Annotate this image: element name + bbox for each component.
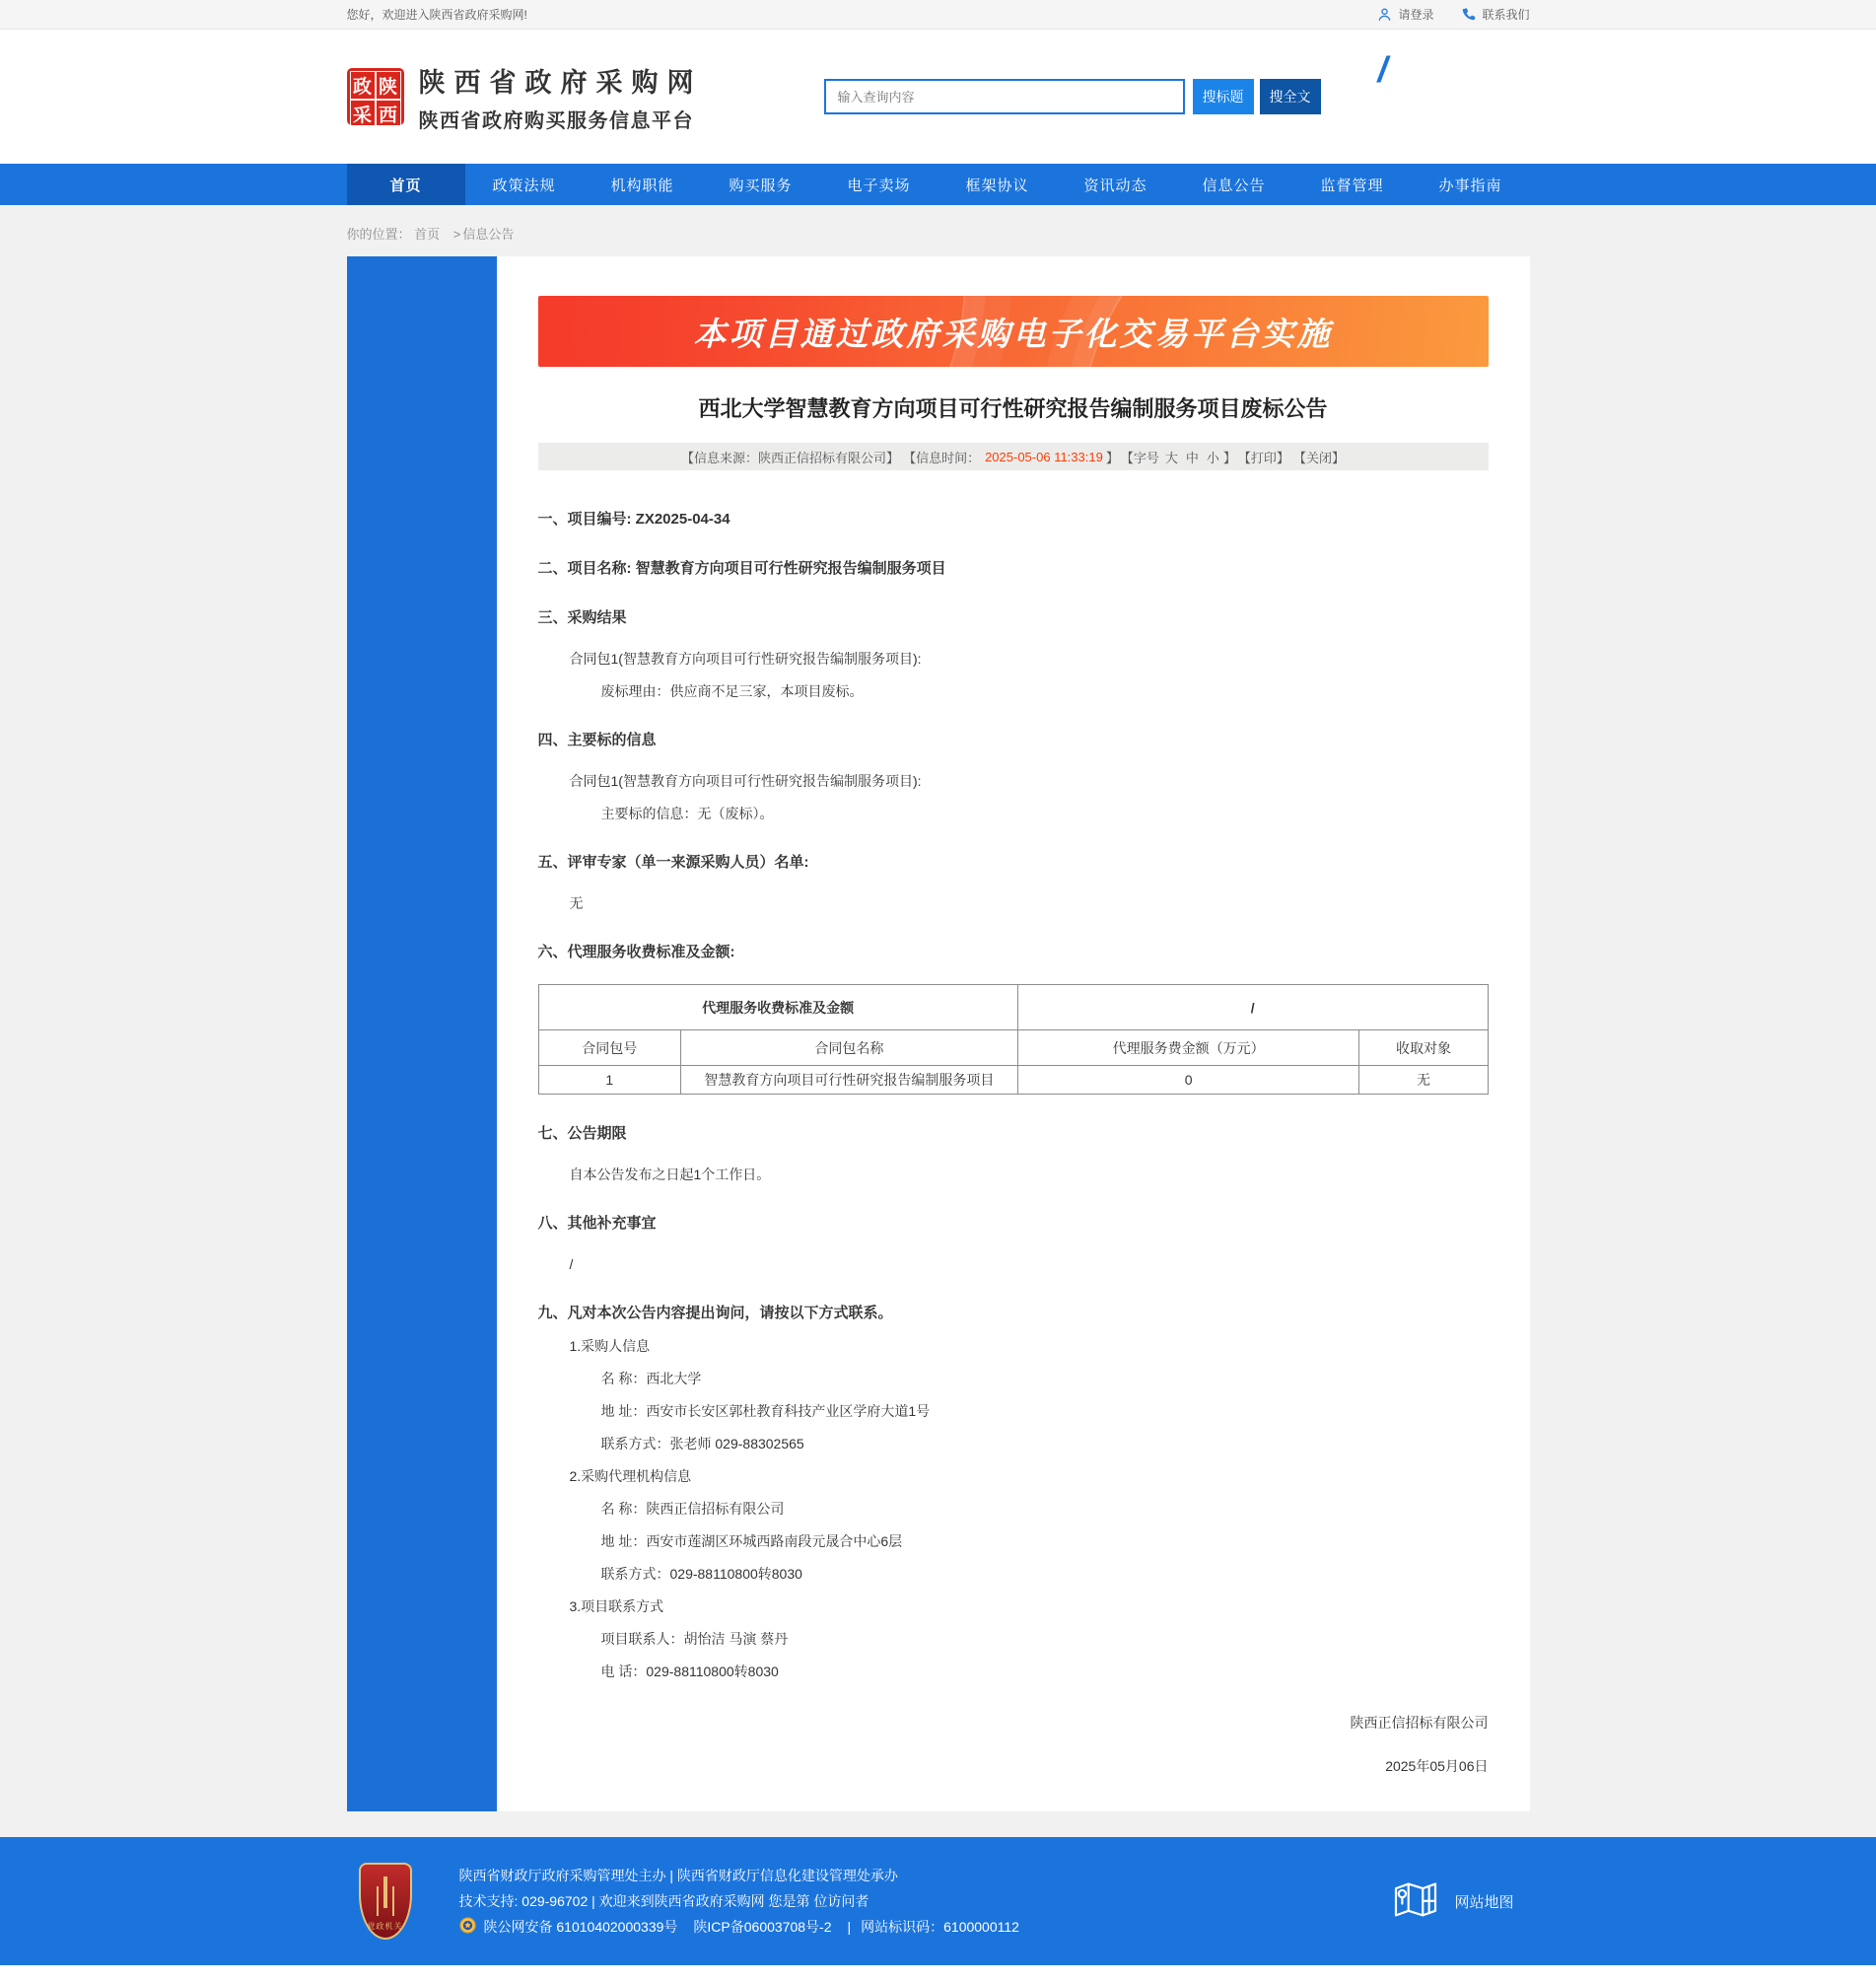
- font-size-medium-button[interactable]: 中: [1185, 450, 1199, 465]
- project-contact-person: 项目联系人：胡怡洁 马演 蔡丹: [600, 1631, 789, 1647]
- user-icon: [1377, 7, 1392, 22]
- article-meta-bar: [538, 443, 1489, 470]
- agency-info-heading: 2.采购代理机构信息: [569, 1468, 692, 1484]
- section-5-heading: 五、评审专家（单一来源采购人员）名单:: [537, 854, 809, 871]
- footer-support-line: 技术支持: 029-96702 | 欢迎来到陕西省政府采购网 您是第 位访问者: [458, 1893, 869, 1909]
- meta-time-suffix: 】: [1105, 450, 1119, 465]
- breadcrumb-current: 信息公告: [462, 227, 515, 242]
- fee-cell-charged-party: 无: [1359, 1066, 1488, 1095]
- welcome-text: 您好，欢迎进入陕西省政府采购网!: [346, 8, 527, 22]
- fee-table-col-package-no: 合同包号: [538, 1030, 680, 1066]
- section-2-heading: 二、项目名称: 智慧教育方向项目可行性研究报告编制服务项目: [537, 560, 946, 577]
- fee-table-col-charged-party: 收取对象: [1359, 1030, 1488, 1066]
- fee-table: [538, 984, 1489, 1095]
- search-input[interactable]: [824, 79, 1185, 114]
- nav-item-purchase-services[interactable]: 购买服务: [729, 177, 793, 194]
- nav-item-functions[interactable]: 机构职能: [610, 177, 674, 194]
- project-contact-heading: 3.项目联系方式: [569, 1598, 664, 1614]
- nav-item-supervision[interactable]: 监督管理: [1320, 177, 1384, 194]
- purchaser-address: 地 址：西安市长安区郭杜教育科技产业区学府大道1号: [600, 1403, 931, 1419]
- login-label: 请登录: [1398, 8, 1434, 22]
- main-area: [0, 205, 1876, 1837]
- nav-item-announcements[interactable]: 信息公告: [1202, 177, 1266, 194]
- signature-date: 2025年05月06日: [1385, 1758, 1489, 1774]
- logo-char: 政: [350, 71, 376, 100]
- print-button[interactable]: 【打印】: [1237, 450, 1289, 465]
- nav-item-framework-agreement[interactable]: 框架协议: [965, 177, 1029, 194]
- site-name: 陕西省政府采购网: [418, 67, 703, 98]
- purchaser-contact: 联系方式：张老师 029-88302565: [600, 1436, 804, 1451]
- platform-banner: [538, 296, 1489, 367]
- sitemap-label: 网站地图: [1454, 1893, 1514, 1911]
- top-utility-bar: [0, 0, 1876, 30]
- signature-company: 陕西正信招标有限公司: [1350, 1715, 1489, 1731]
- article-panel: [497, 256, 1530, 1811]
- announcement-body: [538, 510, 1489, 1776]
- font-size-large-button[interactable]: 大: [1164, 450, 1178, 465]
- fee-cell-package-no: 1: [538, 1066, 680, 1095]
- section-5-paragraph-1: 无: [569, 895, 584, 911]
- project-contact-phone: 电 话：029-88110800转8030: [600, 1663, 779, 1679]
- search-fulltext-button[interactable]: 搜全文: [1260, 79, 1321, 114]
- search-title-button[interactable]: 搜标题: [1193, 79, 1254, 114]
- platform-banner-text: 本项目通过政府采购电子化交易平台实施: [693, 315, 1333, 352]
- breadcrumb-separator: >: [452, 227, 461, 242]
- site-code-text: 网站标识码：6100000112: [861, 1919, 1019, 1935]
- section-4-paragraph-2: 主要标的信息：无（废标）。: [600, 806, 774, 821]
- fee-cell-package-name: 智慧教育方向项目可行性研究报告编制服务项目: [680, 1066, 1017, 1095]
- site-subtitle: 陕西省政府购买服务信息平台: [418, 109, 694, 132]
- security-badge-icon: [459, 1917, 476, 1937]
- section-3-heading: 三、采购结果: [537, 609, 627, 626]
- agency-contact: 联系方式：029-88110800转8030: [600, 1566, 802, 1582]
- gov-agency-badge: [359, 1863, 412, 1940]
- fee-table-row: [538, 1066, 1488, 1095]
- search-bar: [824, 79, 1321, 114]
- nav-item-guide[interactable]: 办事指南: [1438, 177, 1502, 194]
- gov-agency-badge-label: 党政机关: [367, 1922, 403, 1931]
- section-9-heading: 九、凡对本次公告内容提出询问，请按以下方式联系。: [537, 1305, 893, 1321]
- icp-filing-text: 陕ICP备06003708号-2: [693, 1919, 832, 1935]
- logo-char: 西: [376, 100, 401, 128]
- nav-item-news[interactable]: 资讯动态: [1083, 177, 1147, 194]
- sitemap-icon: [1393, 1879, 1438, 1923]
- nav-item-policies[interactable]: 政策法规: [492, 177, 556, 194]
- breadcrumb: [347, 205, 1530, 256]
- fee-table-merged-value: /: [1017, 985, 1488, 1030]
- logo-char: 陕: [376, 71, 401, 100]
- section-7-heading: 七、公告期限: [537, 1125, 627, 1142]
- agency-name: 名 称：陕西正信招标有限公司: [600, 1501, 785, 1517]
- font-size-small-button[interactable]: 小: [1206, 450, 1219, 465]
- meta-time-value: 2025-05-06 11:33:19: [985, 449, 1103, 464]
- contact-link[interactable]: [1461, 6, 1529, 23]
- phone-icon: [1461, 7, 1476, 22]
- logo-icon: [347, 68, 404, 125]
- footer-filing-line: [459, 1917, 1019, 1937]
- site-footer: [0, 1837, 1876, 1965]
- section-7-paragraph-1: 自本公告发布之日起1个工作日。: [569, 1167, 771, 1182]
- close-button[interactable]: 【关闭】: [1292, 450, 1345, 465]
- article-title: 西北大学智慧教育方向项目可行性研究报告编制服务项目废标公告: [698, 396, 1328, 421]
- fee-cell-fee-amount: 0: [1017, 1066, 1359, 1095]
- agency-address: 地 址：西安市莲湖区环城西路南段元晟合中心6层: [600, 1533, 903, 1549]
- security-filing-link[interactable]: 陕公网安备 61010402000339号: [483, 1919, 678, 1935]
- login-link[interactable]: [1377, 6, 1433, 23]
- meta-fontsize-suffix: 】: [1222, 450, 1236, 465]
- meta-time-label: 【信息时间：: [903, 450, 981, 465]
- section-3-paragraph-1: 合同包1(智慧教育方向项目可行性研究报告编制服务项目):: [569, 651, 922, 667]
- purchaser-name: 名 称：西北大学: [600, 1371, 702, 1386]
- fee-table-col-package-name: 合同包名称: [680, 1030, 1017, 1066]
- fee-table-merged-title: 代理服务收费标准及金额: [538, 985, 1017, 1030]
- fee-table-col-fee-amount: 代理服务费金额（万元）: [1017, 1030, 1359, 1066]
- breadcrumb-prefix: 你的位置：: [346, 227, 411, 242]
- sidebar-strip: [347, 256, 497, 1811]
- section-4-heading: 四、主要标的信息: [537, 732, 657, 748]
- meta-source: 【信息来源：陕西正信招标有限公司】: [681, 450, 900, 465]
- footer-organizer-line: 陕西省财政厅政府采购管理处主办 | 陕西省财政厅信息化建设管理处承办: [458, 1868, 898, 1883]
- purchaser-info-heading: 1.采购人信息: [569, 1338, 651, 1354]
- nav-item-e-mall[interactable]: 电子卖场: [847, 177, 911, 194]
- signature-block: [538, 1713, 1489, 1776]
- site-logo: [347, 61, 703, 133]
- section-3-paragraph-2: 废标理由：供应商不足三家，本项目废标。: [600, 683, 864, 699]
- main-navigation: [0, 164, 1876, 205]
- meta-fontsize-prefix: 【字号: [1120, 450, 1159, 465]
- section-6-heading: 六、代理服务收费标准及金额:: [537, 944, 735, 960]
- nav-item-home[interactable]: 首页: [347, 164, 465, 205]
- sitemap-link[interactable]: [1393, 1879, 1513, 1923]
- logo-char: 采: [350, 100, 376, 128]
- site-header: [0, 30, 1876, 164]
- footer-separator: |: [847, 1919, 852, 1935]
- section-1-heading: 一、项目编号: ZX2025-04-34: [537, 511, 730, 528]
- section-8-heading: 八、其他补充事宜: [537, 1215, 657, 1232]
- breadcrumb-home-link[interactable]: 首页: [414, 227, 441, 242]
- section-8-paragraph-1: /: [569, 1256, 574, 1272]
- section-4-paragraph-1: 合同包1(智慧教育方向项目可行性研究报告编制服务项目):: [569, 773, 922, 789]
- decorative-slash: /: [1377, 49, 1388, 90]
- contact-label: 联系我们: [1482, 8, 1530, 22]
